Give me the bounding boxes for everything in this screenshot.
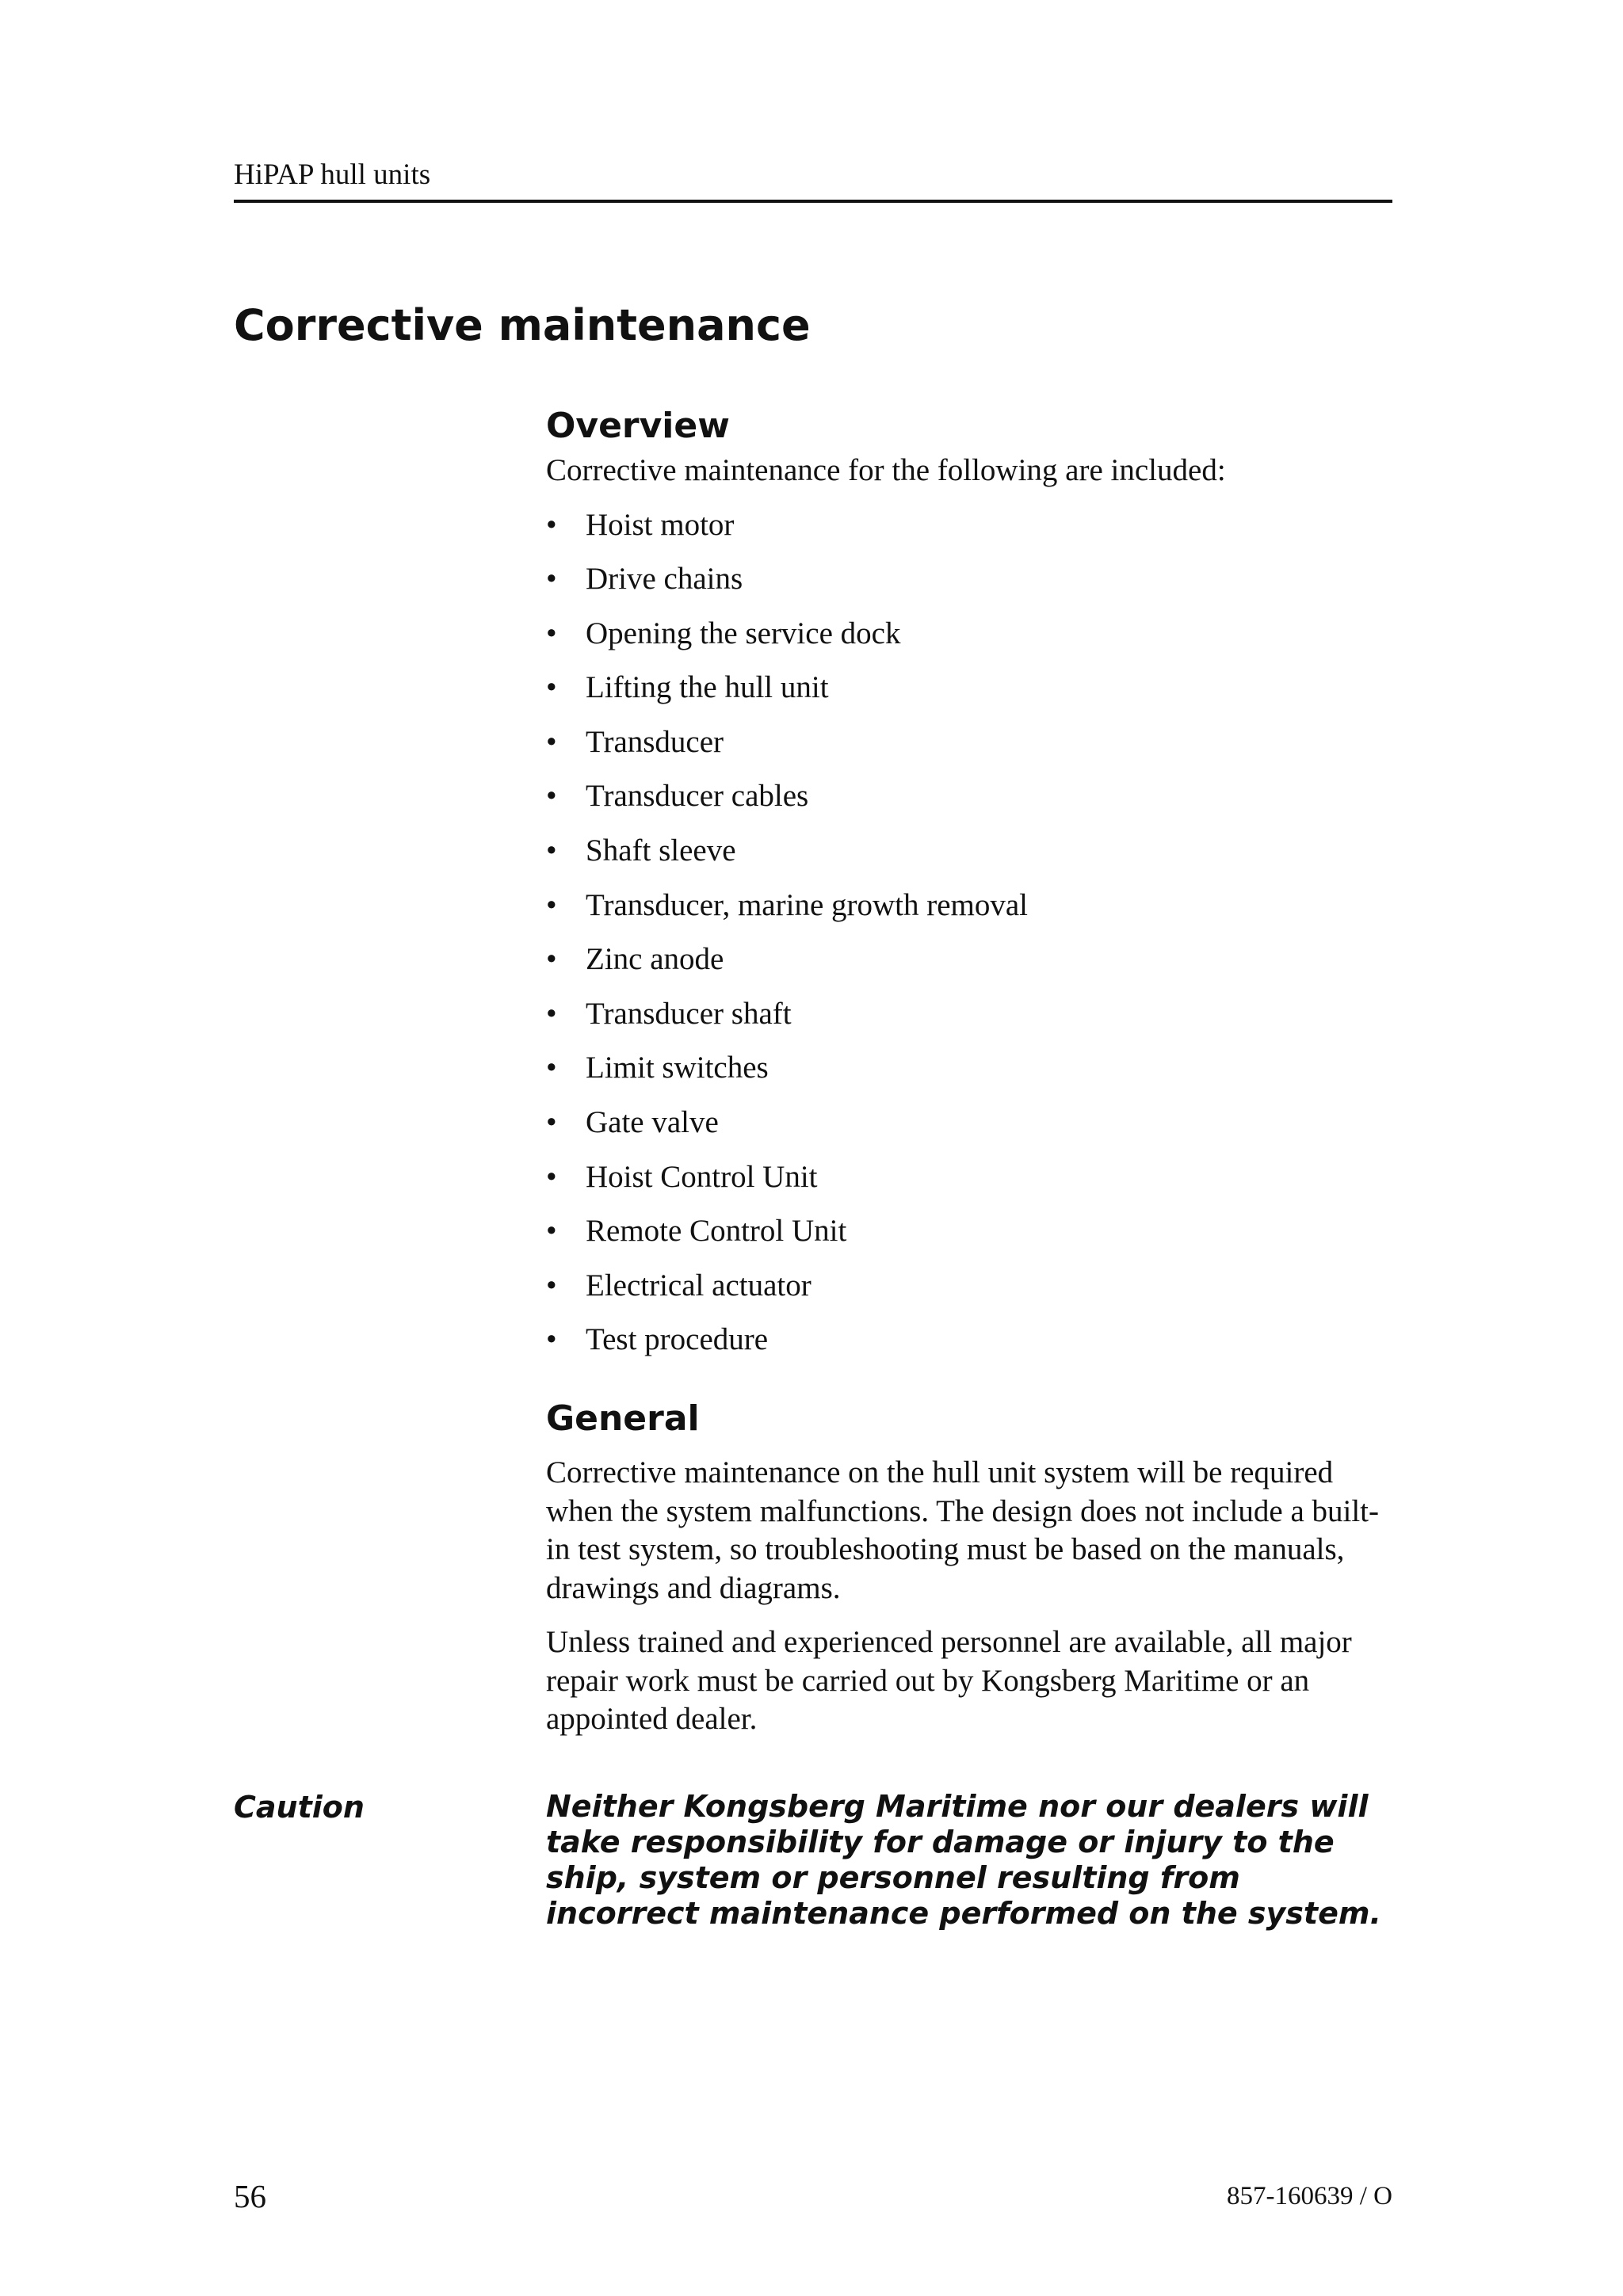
bullet-icon: • bbox=[546, 507, 557, 542]
list-item bbox=[546, 1267, 1402, 1305]
overview-list bbox=[546, 506, 1402, 1360]
list-item bbox=[546, 615, 1402, 653]
bullet-icon: • bbox=[546, 562, 557, 597]
general-paragraph-2: Unless trained and experienced personnel are available, all major repair work must be carried out by Kongsberg Maritime or an appointed dealer. bbox=[546, 1625, 1352, 1737]
list-item-label: Opening the service dock bbox=[586, 616, 901, 650]
list-item-label: Limit switches bbox=[586, 1051, 769, 1085]
list-item-label: Hoist Control Unit bbox=[586, 1159, 818, 1194]
overview-heading: Overview bbox=[546, 406, 730, 446]
list-item bbox=[546, 1049, 1402, 1087]
bullet-icon: • bbox=[546, 616, 557, 650]
list-item-label: Transducer, marine growth removal bbox=[586, 887, 1029, 922]
document-id: 857-160639 / O bbox=[1227, 2182, 1392, 2210]
list-item bbox=[546, 832, 1402, 870]
list-item bbox=[546, 1104, 1402, 1142]
list-item-label: Gate valve bbox=[586, 1105, 719, 1140]
bullet-icon: • bbox=[546, 1268, 557, 1302]
list-item-label: Zinc anode bbox=[586, 942, 724, 977]
list-item-label: Test procedure bbox=[586, 1322, 769, 1357]
list-item bbox=[546, 1158, 1402, 1196]
list-item-label: Transducer bbox=[586, 724, 724, 759]
bullet-icon: • bbox=[546, 1214, 557, 1249]
list-item bbox=[546, 995, 1402, 1033]
list-item bbox=[546, 777, 1402, 815]
page-number: 56 bbox=[234, 2178, 266, 2214]
list-item bbox=[546, 940, 1402, 978]
list-item-label: Lifting the hull unit bbox=[586, 670, 829, 705]
list-item-label: Drive chains bbox=[586, 562, 743, 597]
bullet-icon: • bbox=[546, 1159, 557, 1194]
bullet-icon: • bbox=[546, 1105, 557, 1140]
bullet-icon: • bbox=[546, 1051, 557, 1085]
header-rule bbox=[234, 200, 1392, 203]
list-item bbox=[546, 723, 1402, 761]
list-item bbox=[546, 1321, 1402, 1359]
bullet-icon: • bbox=[546, 670, 557, 705]
list-item bbox=[546, 887, 1402, 925]
bullet-icon: • bbox=[546, 942, 557, 977]
list-item-label: Hoist motor bbox=[586, 507, 735, 542]
list-item bbox=[546, 669, 1402, 707]
section-title: Corrective maintenance bbox=[234, 300, 811, 350]
bullet-icon: • bbox=[546, 833, 557, 868]
bullet-icon: • bbox=[546, 779, 557, 814]
bullet-icon: • bbox=[546, 887, 557, 922]
content-column bbox=[546, 401, 1402, 1739]
list-item bbox=[546, 506, 1402, 544]
bullet-icon: • bbox=[546, 1322, 557, 1357]
overview-intro: Corrective maintenance for the following are included: bbox=[546, 453, 1226, 487]
bullet-icon: • bbox=[546, 724, 557, 759]
general-paragraph-1: Corrective maintenance on the hull unit system will be required when the system malfunctions. The design does not include a built-in test system, so troubleshooting must be based on the manuals, drawings and diagrams. bbox=[546, 1455, 1380, 1605]
list-item-label: Remote Control Unit bbox=[586, 1214, 847, 1249]
bullet-icon: • bbox=[546, 996, 557, 1031]
general-heading: General bbox=[546, 1398, 700, 1440]
list-item-label: Electrical actuator bbox=[586, 1268, 812, 1302]
caution-text: Neither Kongsberg Maritime nor our dealers will take responsibility for damage or injury to the ship, system or personnel resulting from incorrect maintenance performed on the system. bbox=[546, 1789, 1381, 1931]
caution-label: Caution bbox=[234, 1790, 365, 1825]
list-item bbox=[546, 560, 1402, 598]
running-header: HiPAP hull units bbox=[234, 158, 431, 191]
list-item-label: Shaft sleeve bbox=[586, 833, 736, 868]
list-item-label: Transducer cables bbox=[586, 779, 809, 814]
list-item-label: Transducer shaft bbox=[586, 996, 792, 1031]
list-item bbox=[546, 1212, 1402, 1250]
